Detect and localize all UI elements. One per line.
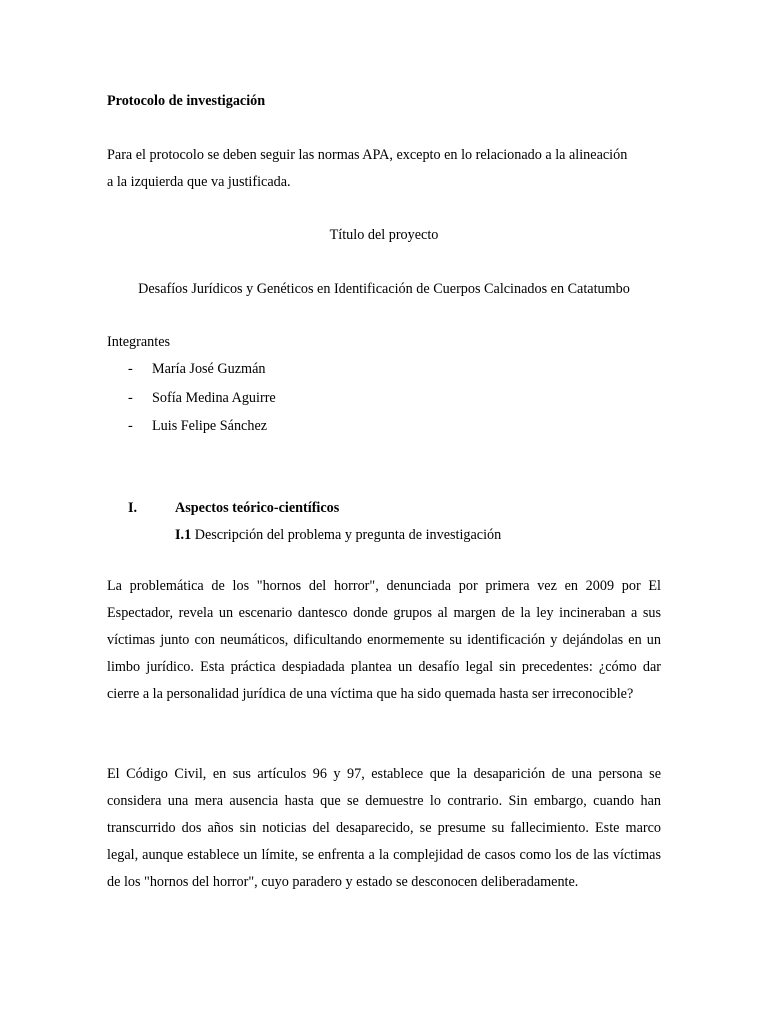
document-heading: Protocolo de investigación [107,93,266,109]
member-name: María José Guzmán [152,361,266,377]
project-title: Desafíos Jurídicos y Genéticos en Identificación de Cuerpos Calcinados en Catatumbo [138,281,630,297]
member-name: Luis Felipe Sánchez [152,418,268,434]
subsection-heading [175,525,501,545]
section-title: Aspectos teórico-científicos [175,500,340,516]
bullet-dash: - [128,390,133,406]
members-label: Integrantes [107,334,171,350]
intro-line-1: Para el protocolo se deben seguir las normas APA, excepto en lo relacionado a la alineación [107,147,628,163]
subsection-title: Descripción del problema y pregunta de investigación [194,527,502,543]
bullet-dash: - [128,418,133,434]
member-name: Sofía Medina Aguirre [152,390,276,406]
project-title-label: Título del proyecto [329,227,439,243]
section-number: I. [128,500,138,516]
bullet-dash: - [128,361,133,377]
intro-line-2: a la izquierda que va justificada. [107,174,291,190]
body-paragraph-2: El Código Civil, en sus artículos 96 y 97, establece que la desaparición de una persona se considera una mera ausencia hasta que se demuestre lo contrario. Sin embargo, cuando han transcurrido dos años sin noticias del desaparecido, se presume su fallecimiento. Este marco legal, aunque establece un límite, se enfrenta a la complejidad de casos como los de las víctimas de los "hornos del horror", cuyo paradero y estado se desconocen deliberadamente. [107,766,661,890]
subsection-number: I.1 [175,527,192,543]
body-paragraph-1: La problemática de los "hornos del horror", denunciada por primera vez en 2009 por El Espectador, revela un escenario dantesco donde grupos al margen de la ley incineraban a sus víctimas junto con neumáticos, dificultando enormemente su identificación y dejándolas en un limbo jurídico. Esta práctica despiadada plantea un desafío legal sin precedentes: ¿cómo dar cierre a la personalidad jurídica de una víctima que ha sido quemada hasta ser irreconocible? [107,578,661,702]
